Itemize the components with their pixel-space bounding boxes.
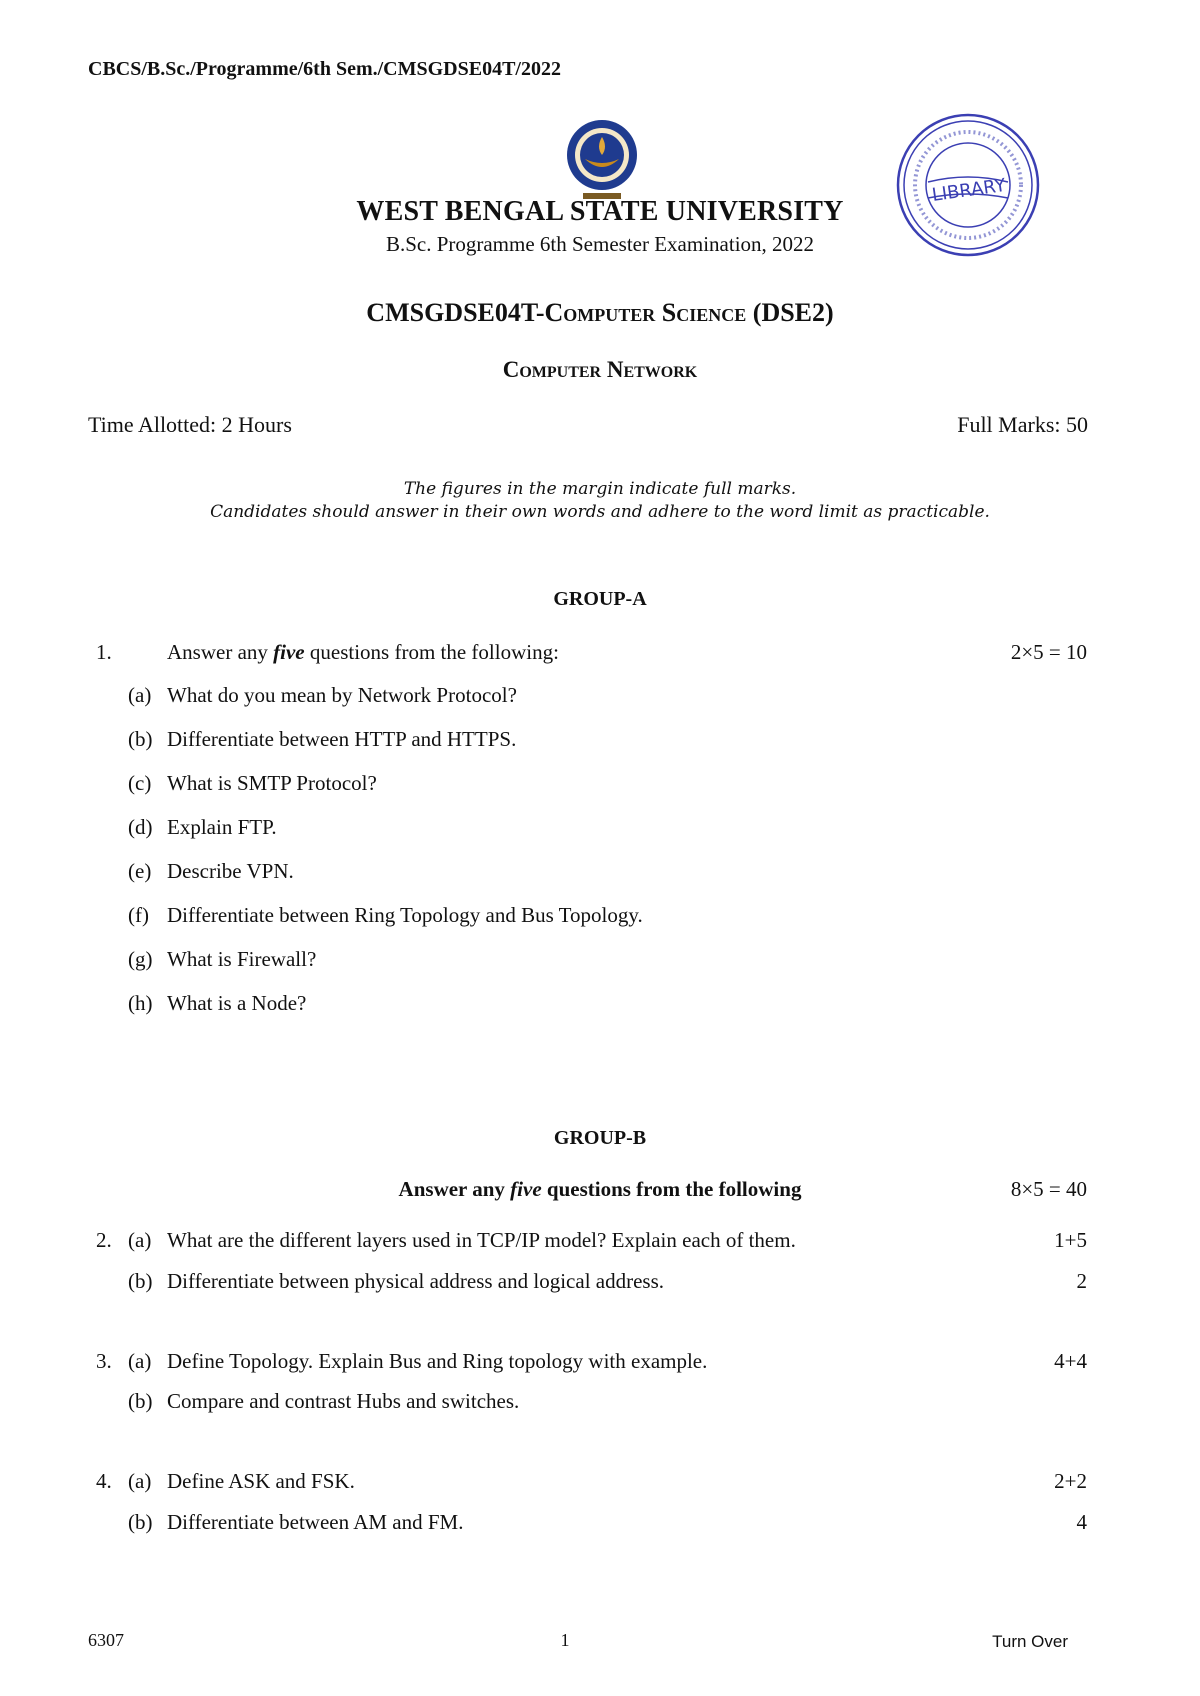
item-label: (a) <box>128 1469 152 1493</box>
subject-title: Computer Network <box>502 357 698 382</box>
paper-name-1: Computer <box>544 298 656 327</box>
question-item <box>0 727 1200 757</box>
item-marks: 2+2 <box>1054 1469 1087 1493</box>
item-text: Explain FTP. <box>167 815 277 839</box>
question-3a <box>0 1349 1200 1379</box>
question-1-lead <box>0 640 1200 670</box>
page-number: 1 <box>560 1630 570 1650</box>
item-label: (a) <box>128 1228 152 1252</box>
item-text: What is Firewall? <box>167 947 317 971</box>
item-label: (b) <box>128 1389 153 1413</box>
question-item <box>0 815 1200 845</box>
question-4a <box>0 1469 1200 1499</box>
question-2b <box>0 1269 1200 1299</box>
item-label: (e) <box>128 859 152 883</box>
item-text: Define Topology. Explain Bus and Ring topology with example. <box>167 1349 708 1373</box>
item-label: (b) <box>128 727 153 751</box>
question-number: 4. <box>96 1469 112 1493</box>
full-marks: Full Marks: 50 <box>957 412 1088 437</box>
item-text: Define ASK and FSK. <box>167 1469 355 1493</box>
item-text: Describe VPN. <box>167 859 294 883</box>
item-text: Differentiate between AM and FM. <box>167 1510 464 1534</box>
question-item <box>0 771 1200 801</box>
question-item <box>0 991 1200 1021</box>
item-text: Differentiate between physical address and logical address. <box>167 1269 665 1293</box>
item-label: (a) <box>128 683 152 707</box>
turn-over-label: Turn Over <box>992 1632 1068 1651</box>
question-number: 3. <box>96 1349 112 1373</box>
university-emblem-icon <box>561 117 643 203</box>
item-label: (c) <box>128 771 152 795</box>
paper-title <box>0 298 1200 328</box>
paper-code: CMSGDSE04T <box>366 298 536 327</box>
item-label: (g) <box>128 947 153 971</box>
question-3b <box>0 1389 1200 1419</box>
item-label: (d) <box>128 815 153 839</box>
question-number: 1. <box>96 640 112 664</box>
footer-code: 6307 <box>88 1630 124 1650</box>
exam-name: B.Sc. Programme 6th Semester Examination, 2022 <box>385 232 815 256</box>
item-text: Differentiate between HTTP and HTTPS. <box>167 727 517 751</box>
time-allotted: Time Allotted: 2 Hours <box>88 412 292 437</box>
item-text: What is SMTP Protocol? <box>167 771 377 795</box>
item-text: Differentiate between Ring Topology and Bus Topology. <box>167 903 643 927</box>
item-marks: 4 <box>1076 1510 1087 1534</box>
question-item <box>0 859 1200 889</box>
group-b-marks: 8×5 = 40 <box>1010 1177 1087 1201</box>
group-b-title: GROUP-B <box>553 1127 647 1149</box>
university-name: WEST BENGAL STATE UNIVERSITY <box>356 196 844 227</box>
question-item <box>0 903 1200 933</box>
instruction-line: Candidates should answer in their own words and adhere to the word limit as practicable. <box>210 502 990 522</box>
instruction-line: The figures in the margin indicate full marks. <box>403 479 797 499</box>
item-text: What do you mean by Network Protocol? <box>167 683 517 707</box>
question-2a <box>0 1228 1200 1258</box>
item-marks: 2 <box>1076 1269 1087 1293</box>
group-b-lead: Answer any five questions from the following <box>398 1177 802 1201</box>
question-item <box>0 683 1200 713</box>
question-item <box>0 947 1200 977</box>
item-label: (f) <box>128 903 149 927</box>
item-text: What is a Node? <box>167 991 307 1015</box>
question-marks: 2×5 = 10 <box>1010 640 1087 664</box>
item-text: What are the different layers used in TCP/IP model? Explain each of them. <box>167 1228 796 1252</box>
group-a-title: GROUP-A <box>553 588 647 610</box>
question-number: 2. <box>96 1228 112 1252</box>
item-label: (b) <box>128 1269 153 1293</box>
paper-suffix: (DSE2) <box>752 298 834 327</box>
item-marks: 4+4 <box>1054 1349 1087 1373</box>
paper-separator: - <box>535 298 545 327</box>
question-lead: Answer any five questions from the following: <box>167 640 559 664</box>
item-label: (h) <box>128 991 153 1015</box>
item-marks: 1+5 <box>1054 1228 1087 1252</box>
item-label: (b) <box>128 1510 153 1534</box>
stamp-label: LIBRARY <box>930 174 1007 207</box>
item-text: Compare and contrast Hubs and switches. <box>167 1389 520 1413</box>
paper-code-header: CBCS/B.Sc./Programme/6th Sem./CMSGDSE04T/2022 <box>88 58 561 80</box>
question-4b <box>0 1510 1200 1540</box>
paper-name-2: Science <box>661 298 747 327</box>
item-label: (a) <box>128 1349 152 1373</box>
